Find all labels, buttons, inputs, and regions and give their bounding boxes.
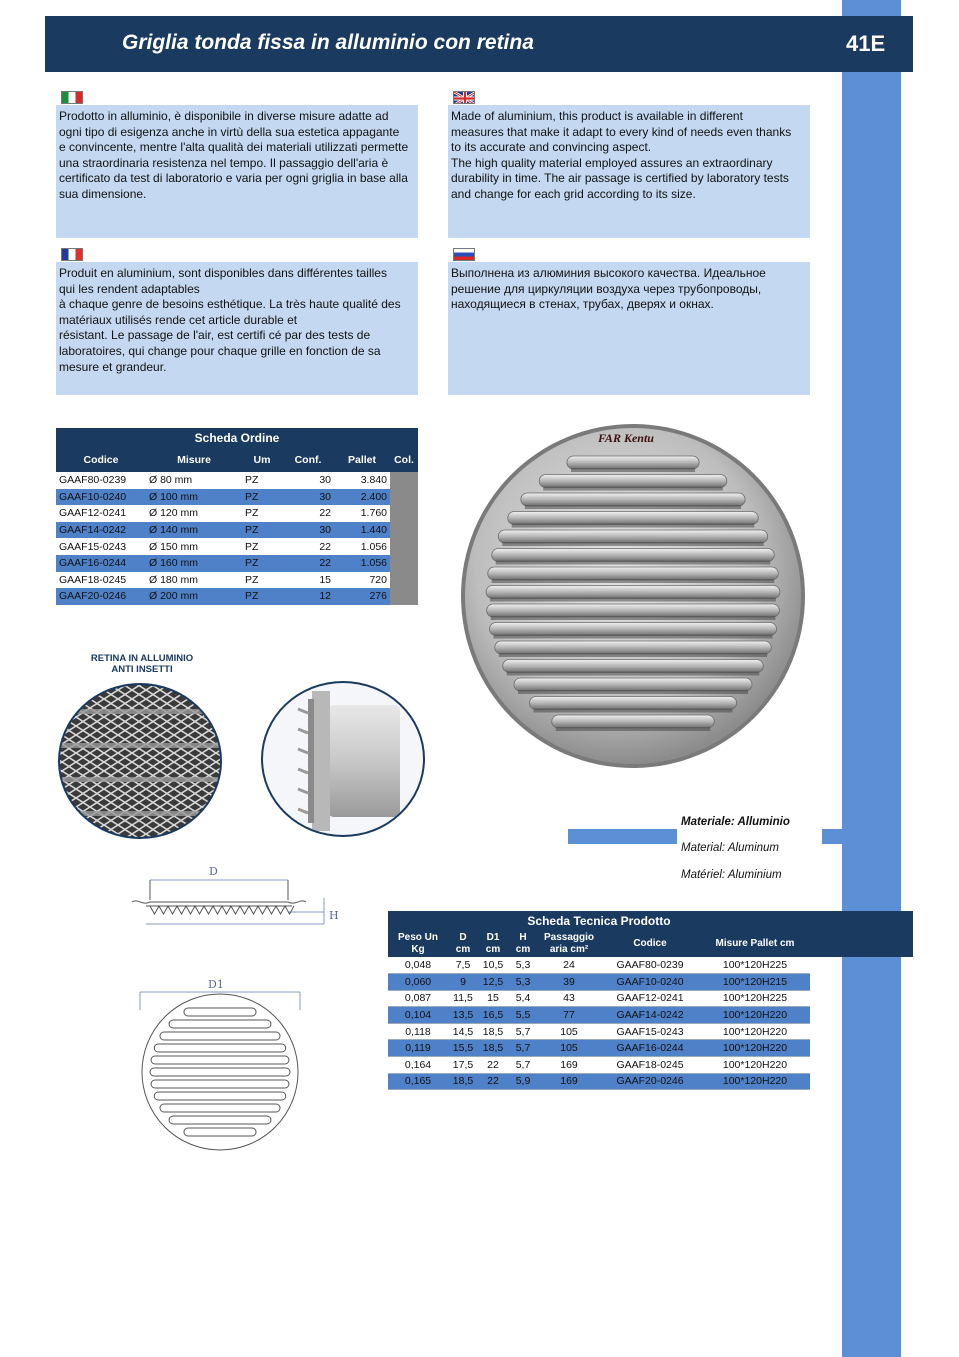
- order-table-title: Scheda Ordine: [56, 428, 418, 447]
- table-row: 0,119 15,5 18,5 5,7 105 GAAF16-0244 100*120H220: [388, 1040, 810, 1057]
- tech-header-d: D cm: [448, 930, 478, 957]
- table-row: 0,060 9 12,5 5,3 39 GAAF10-0240 100*120H215: [388, 974, 810, 991]
- retina-caption: RETINA IN ALLUMINIO ANTI INSETTI: [90, 653, 194, 675]
- order-header-code: Codice: [56, 447, 146, 472]
- table-row: 0,118 14,5 18,5 5,7 105 GAAF15-0243 100*120H220: [388, 1023, 810, 1040]
- italian-flag-icon: [61, 91, 83, 104]
- product-grille-image: [448, 418, 818, 778]
- label-d1: D1: [208, 978, 224, 991]
- page-number: 41E: [846, 31, 886, 56]
- order-header-pallet: Pallet: [334, 447, 390, 472]
- tech-table-header-extension: [810, 911, 913, 957]
- material-english: Material: Aluminum: [681, 842, 779, 854]
- mesh-detail-image: [55, 681, 225, 841]
- side-strip: [842, 0, 901, 1357]
- table-row: GAAF80-0239 Ø 80 mm PZ 30 3.840: [56, 472, 418, 489]
- table-row: 0,104 13,5 16,5 5,5 77 GAAF14-0242 100*120H220: [388, 1007, 810, 1024]
- table-row: GAAF14-0242 Ø 140 mm PZ 30 1.440: [56, 522, 418, 539]
- table-row: 0,048 7,5 10,5 5,3 24 GAAF80-0239 100*120H225: [388, 957, 810, 974]
- description-italian: Prodotto in alluminio, è disponibile in diverse misure adatte ad ogni tipo di esigenza anche in virtù della sua estetica appagante e convincente, mentre l'alta qualità dei materiali utilizzati permette una straordinaria resistenza nel tempo. Il passaggio dell'aria è certificato da test di laboratorio e varia per ogni griglia in base alla sua dimensione.: [56, 105, 418, 238]
- uk-flag-icon: [453, 91, 475, 104]
- order-header-col: Col.: [390, 447, 418, 472]
- page-title: Griglia tonda fissa in alluminio con retina: [122, 31, 534, 54]
- material-bar-right: [822, 829, 842, 844]
- tech-header-weight: Peso Un Kg: [388, 930, 448, 957]
- brand-logo: FAR Kentu: [598, 431, 654, 445]
- order-table: [56, 428, 418, 605]
- russian-flag-icon: [453, 248, 475, 261]
- table-row: GAAF10-0240 Ø 100 mm PZ 30 2.400: [56, 489, 418, 506]
- color-swatch: [390, 588, 418, 605]
- tech-header-pallet: Misure Pallet cm: [700, 930, 810, 957]
- color-swatch: [390, 555, 418, 572]
- table-row: GAAF16-0244 Ø 160 mm PZ 22 1.056: [56, 555, 418, 572]
- tech-header-h: H cm: [508, 930, 538, 957]
- description-english: Made of aluminium, this product is available in different measures that make it adapt to every kind of needs even thanks to its accurate and convincing aspect. The high quality material employed assures an extraordinary durability in time. The air passage is certified by laboratory tests and change for each grid according to its size.: [448, 105, 810, 238]
- tech-table-title: Scheda Tecnica Prodotto: [388, 911, 810, 930]
- table-row: 0,164 17,5 22 5,7 169 GAAF18-0245 100*120H220: [388, 1057, 810, 1074]
- color-swatch: [390, 472, 418, 489]
- technical-drawing: [126, 862, 346, 1152]
- material-bar-left: [568, 829, 677, 844]
- tech-table: [388, 911, 810, 1090]
- label-h: H: [329, 909, 339, 922]
- order-header-unit: Um: [242, 447, 282, 472]
- table-row: GAAF15-0243 Ø 150 mm PZ 22 1.056: [56, 538, 418, 555]
- side-view-image: [258, 679, 428, 839]
- table-row: 0,165 18,5 22 5,9 169 GAAF20-0246 100*120H220: [388, 1073, 810, 1090]
- description-russian: Выполнена из алюминия высокого качества. Идеальное решение для циркуляции воздуха через трубопроводы, находящиеся в стенах, трубах, дверях и окнах.: [448, 262, 810, 395]
- french-flag-icon: [61, 248, 83, 261]
- order-header-size: Misure: [146, 447, 242, 472]
- color-swatch: [390, 505, 418, 522]
- tech-header-air: Passaggio aria cm²: [538, 930, 600, 957]
- color-swatch: [390, 572, 418, 589]
- tech-header-code: Codice: [600, 930, 700, 957]
- tech-header-d1: D1 cm: [478, 930, 508, 957]
- color-swatch: [390, 538, 418, 555]
- order-header-conf: Conf.: [282, 447, 334, 472]
- table-row: GAAF18-0245 Ø 180 mm PZ 15 720: [56, 572, 418, 589]
- material-italian: Materiale: Alluminio: [681, 816, 790, 828]
- label-d: D: [209, 865, 218, 878]
- description-french: Produit en aluminium, sont disponibles dans différentes tailles qui les rendent adaptables à chaque genre de besoins esthétique. La très haute qualité des matériaux utilisés rende cet article durable et résistant. Le passage de l'air, est certifi cé par des tests de laboratoires, qui change pour chaque grille en fonction de sa mesure et grandeur.: [56, 262, 418, 395]
- material-french: Matériel: Aluminium: [681, 869, 782, 881]
- color-swatch: [390, 522, 418, 539]
- table-row: 0,087 11,5 15 5,4 43 GAAF12-0241 100*120H225: [388, 990, 810, 1007]
- table-row: GAAF12-0241 Ø 120 mm PZ 22 1.760: [56, 505, 418, 522]
- color-swatch: [390, 489, 418, 506]
- table-row: GAAF20-0246 Ø 200 mm PZ 12 276: [56, 588, 418, 605]
